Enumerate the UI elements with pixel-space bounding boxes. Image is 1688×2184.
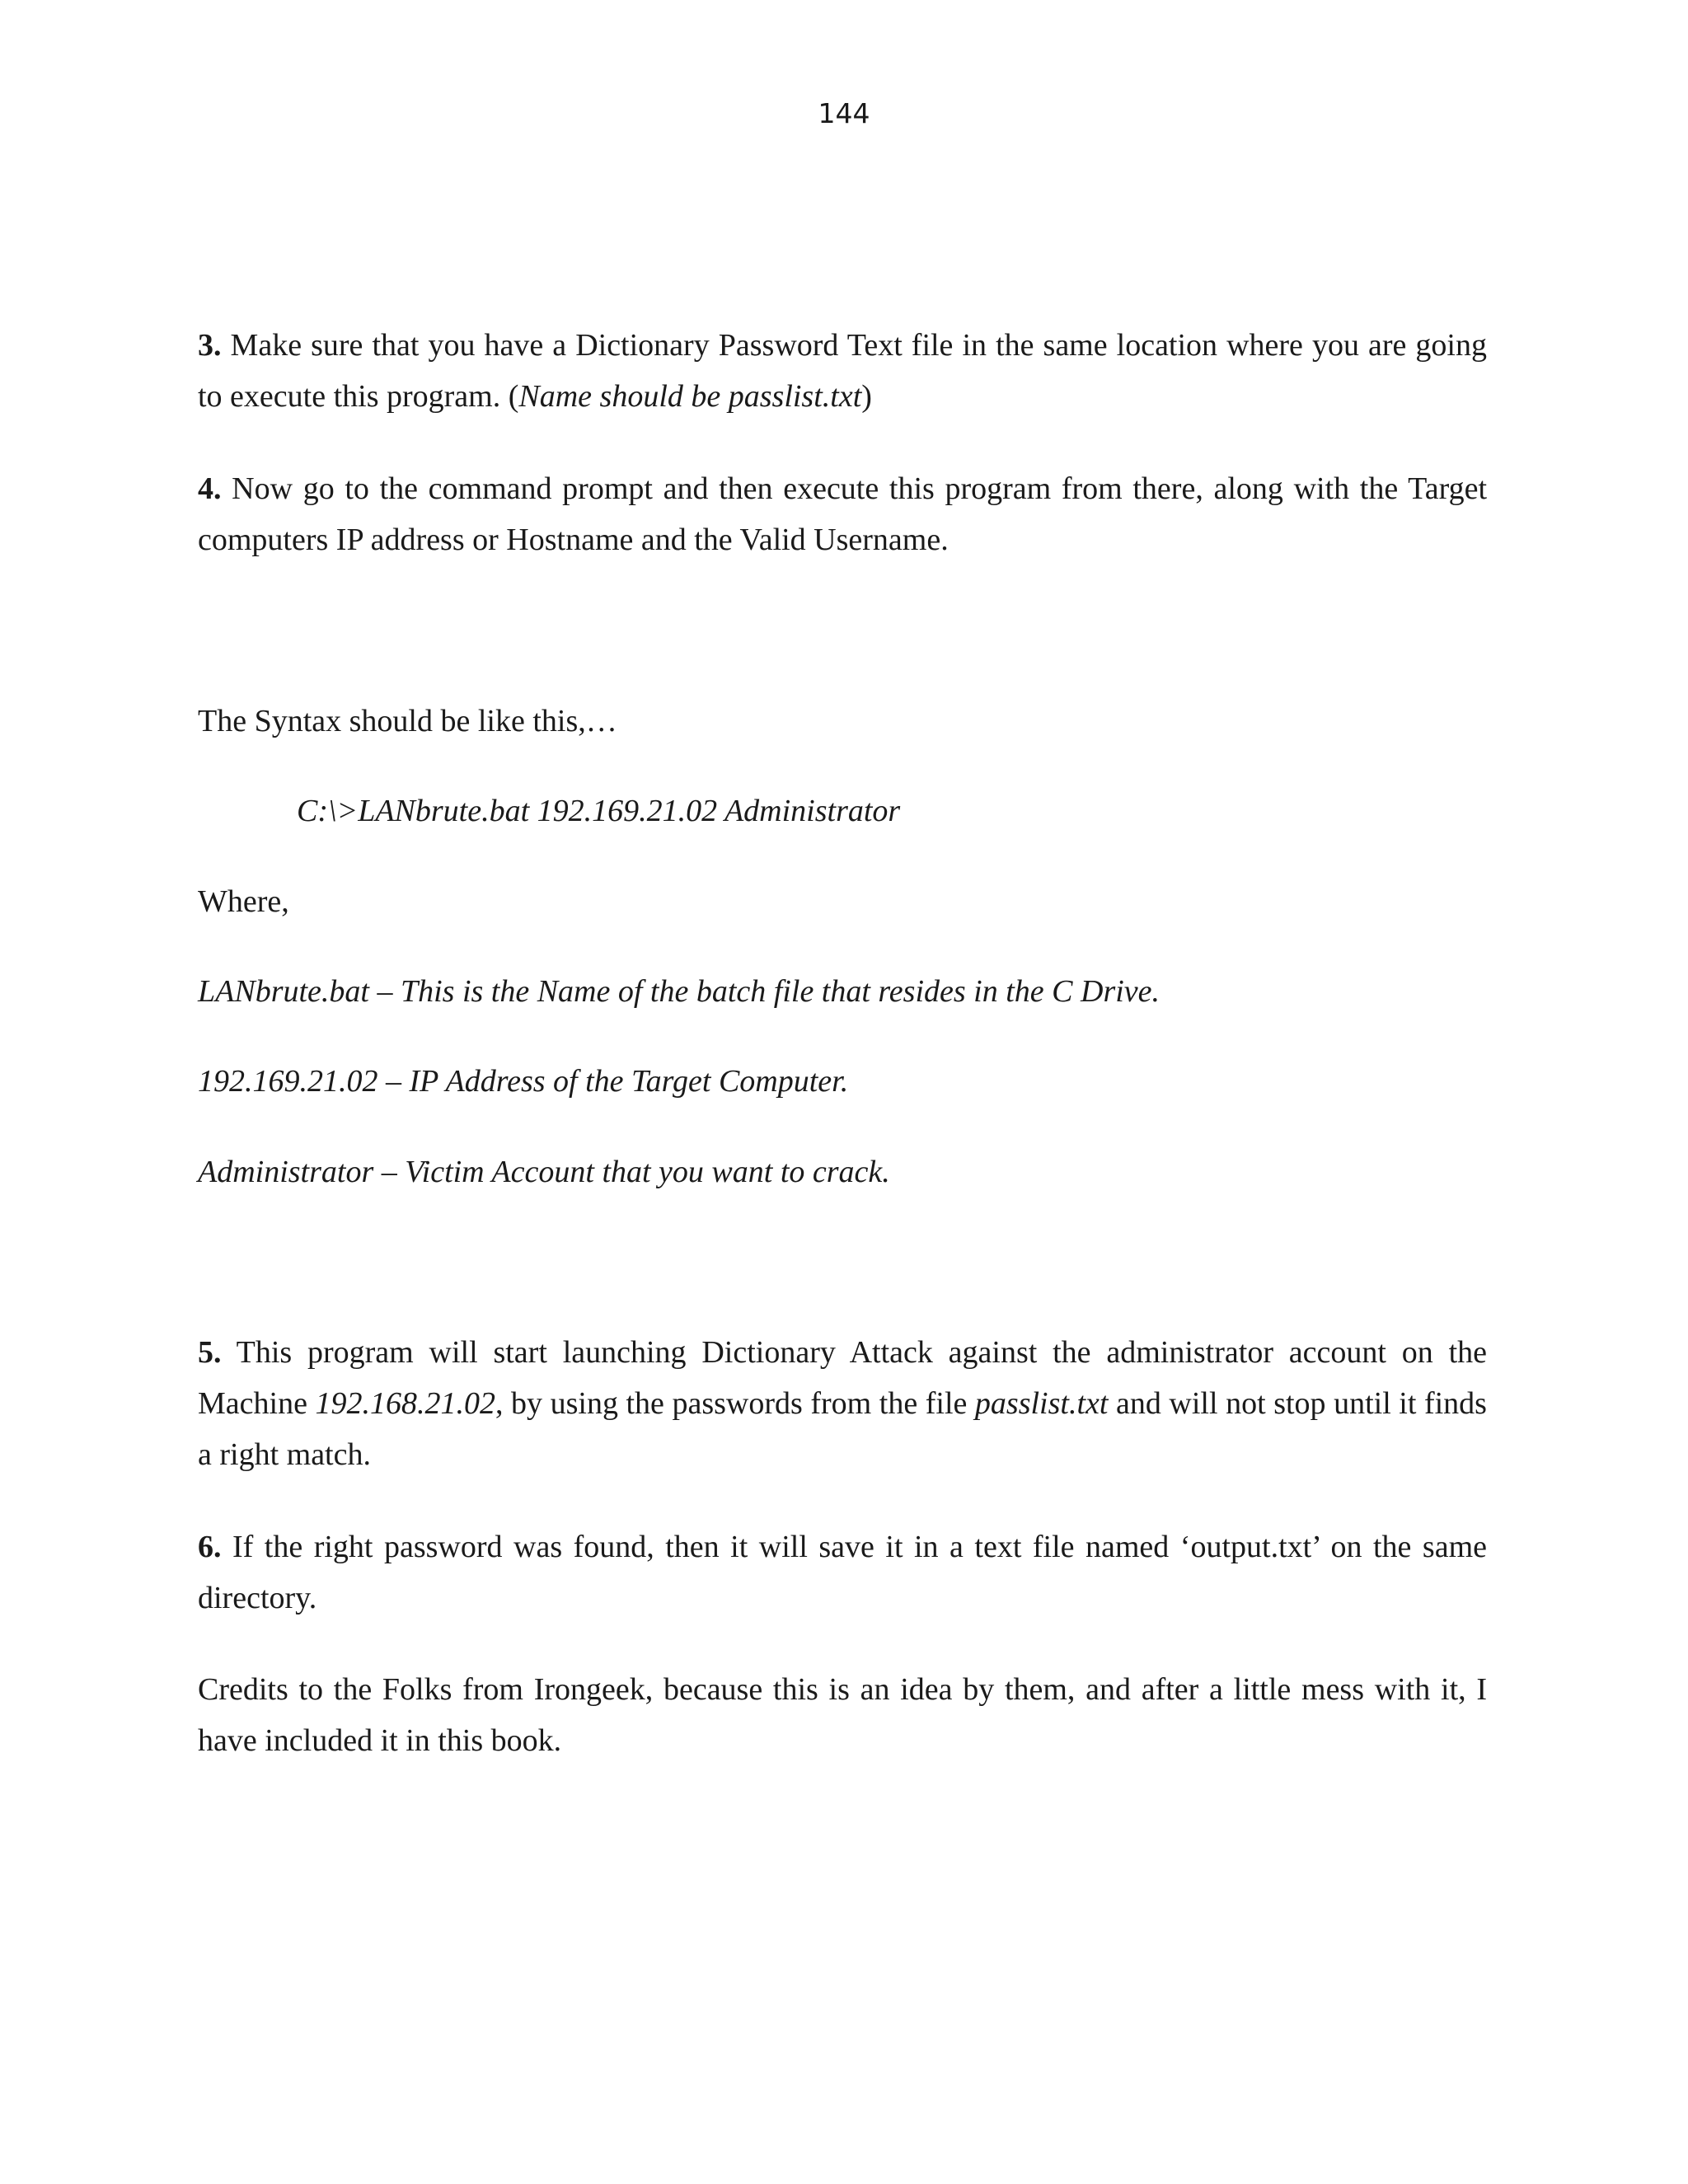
- step-3-close: ): [861, 379, 872, 414]
- step-3-number: 3.: [198, 328, 222, 363]
- step-3-text: Make sure that you have a Dictionary Password Text file in the same location where you are going to execute this program. (: [198, 328, 1487, 414]
- syntax-intro: The Syntax should be like this,…: [198, 704, 617, 738]
- step-4-paragraph: [198, 463, 1487, 565]
- step-5-paragraph: [198, 1327, 1487, 1480]
- page-number: 144: [818, 97, 870, 129]
- credits-paragraph: Credits to the Folks from Irongeek, because this is an idea by them, and after a little mess with it, I have included it in this book.: [198, 1672, 1487, 1758]
- step-5-ip: 192.168.21.02: [315, 1386, 495, 1421]
- step-3-italic-note: Name should be passlist.txt: [518, 379, 862, 414]
- step-5-text-2: , by using the passwords from the file: [495, 1386, 975, 1421]
- step-5-text-3: and will not stop until it finds a right match.: [198, 1386, 1487, 1472]
- where-label: Where,: [198, 884, 289, 919]
- step-4-text: Now go to the command prompt and then execute this program from there, along with the Target computers IP address or Hostname and the Valid Username.: [198, 471, 1487, 557]
- step-3-paragraph: [198, 320, 1487, 422]
- definition-lanbrute: LANbrute.bat – This is the Name of the batch file that resides in the C Drive.: [198, 974, 1160, 1009]
- step-6-text: If the right password was found, then it will save it in a text file named ‘output.txt’ on the same directory.: [198, 1530, 1487, 1615]
- syntax-command: C:\>LANbrute.bat 192.169.21.02 Administrator: [297, 794, 901, 828]
- step-6-number: 6.: [198, 1530, 222, 1564]
- step-5-file: passlist.txt: [974, 1386, 1109, 1421]
- step-5-text-1: This program will start launching Dictionary Attack against the administrator account on the Machine: [198, 1335, 1487, 1421]
- step-4-number: 4.: [198, 471, 222, 506]
- definition-administrator: Administrator – Victim Account that you want to crack.: [198, 1155, 890, 1189]
- step-5-number: 5.: [198, 1335, 222, 1370]
- definition-ip-address: 192.169.21.02 – IP Address of the Target Computer.: [198, 1064, 849, 1099]
- step-6-paragraph: [198, 1521, 1487, 1624]
